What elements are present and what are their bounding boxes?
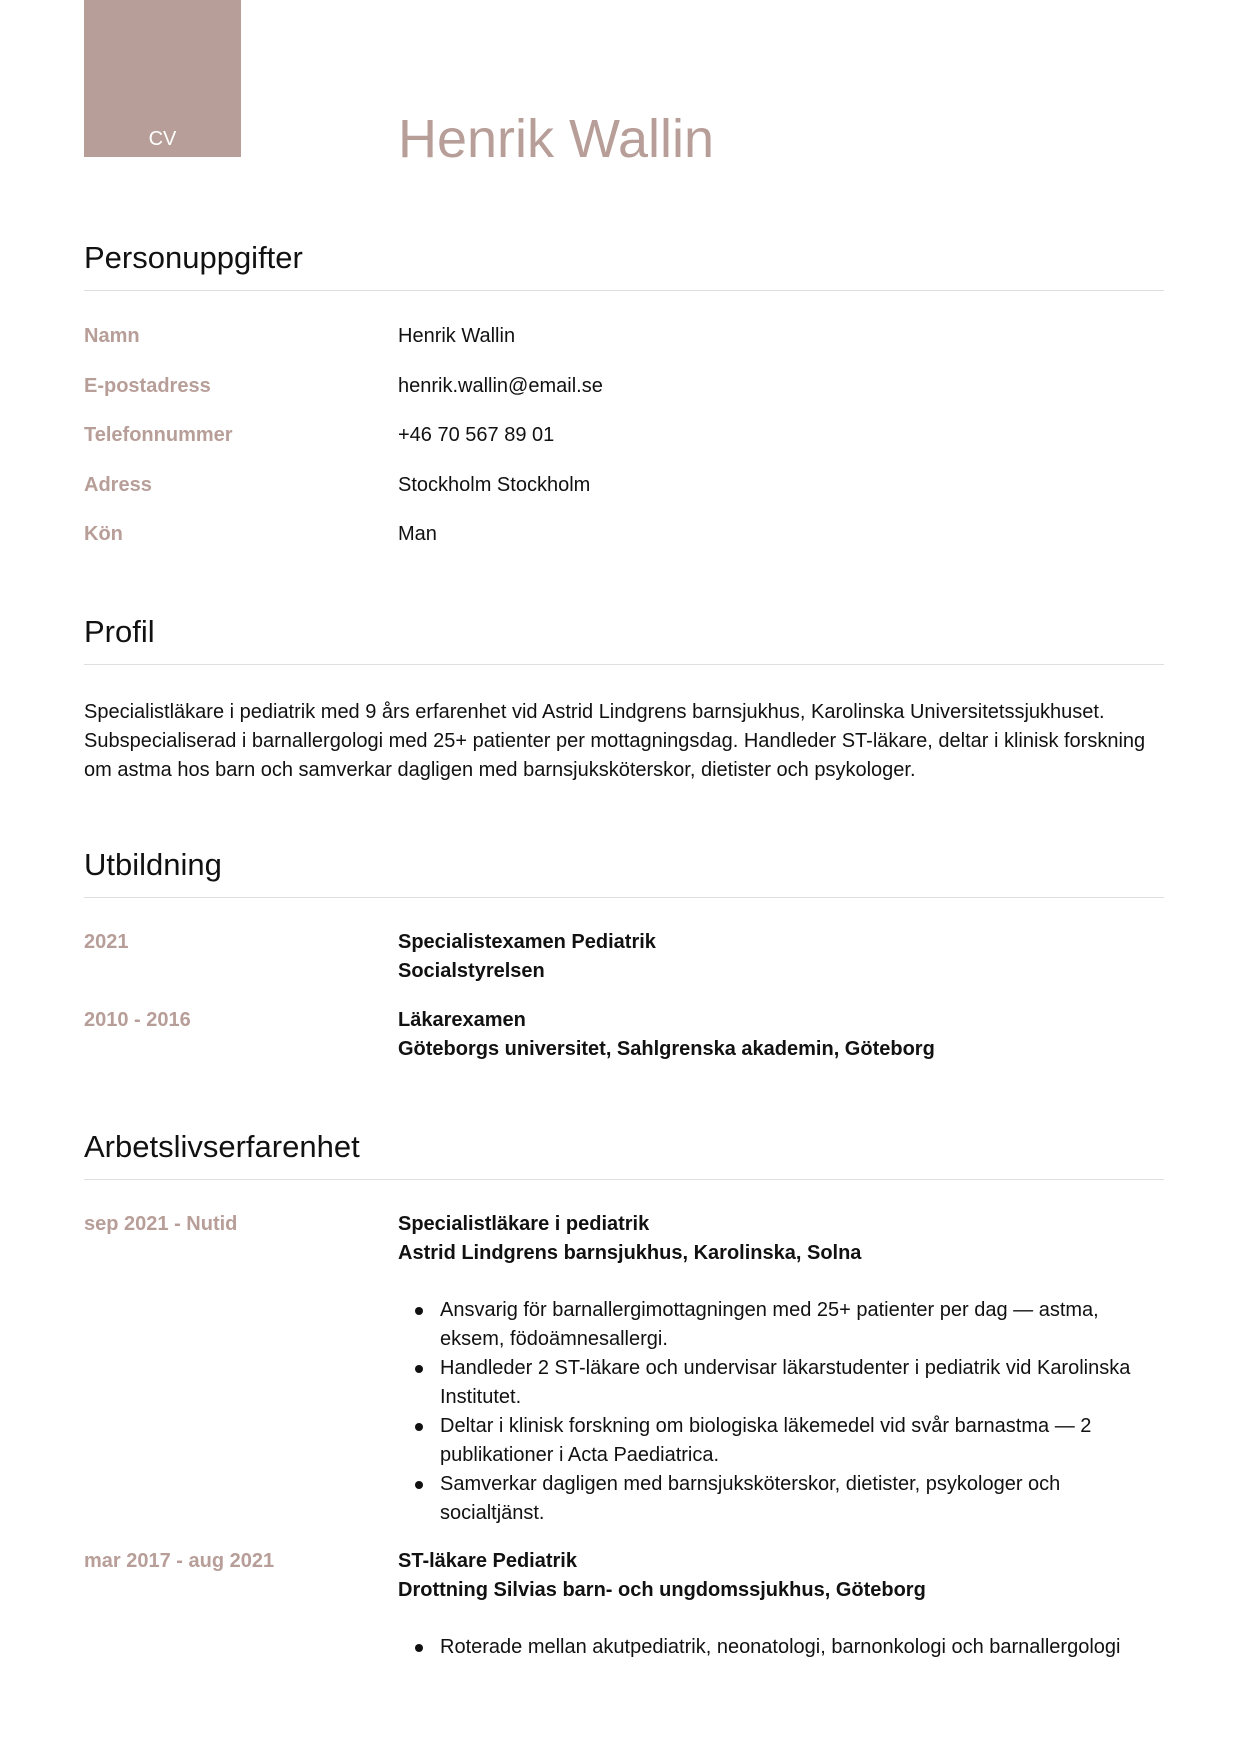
education-institution: Socialstyrelsen (398, 960, 545, 982)
section-title-work: Arbetslivserfarenhet (84, 1129, 360, 1164)
section-divider (84, 1179, 1164, 1180)
education-date: 2021 (84, 931, 129, 953)
section-title-profile: Profil (84, 614, 155, 649)
work-employer: Astrid Lindgrens barnsjukhus, Karolinska, Solna (398, 1242, 862, 1264)
work-bullet-list (398, 1296, 1168, 1528)
section-divider (84, 897, 1164, 898)
section-title-education: Utbildning (84, 847, 222, 882)
label-gender: Kön (84, 523, 123, 545)
list-item: Ansvarig för barnallergimottagningen med 25+ patienter per dag — astma, eksem, födoämnesallergi. (398, 1296, 1168, 1354)
education-degree: Läkarexamen (398, 1009, 526, 1031)
cv-badge-label: CV (148, 128, 177, 150)
education-institution: Göteborgs universitet, Sahlgrenska akademin, Göteborg (398, 1038, 935, 1060)
list-item: Samverkar dagligen med barnsjuksköterskor, dietister, psykologer och socialtjänst. (398, 1470, 1168, 1528)
work-bullet-list (398, 1633, 1198, 1662)
value-phone: +46 70 567 89 01 (398, 424, 555, 446)
list-item: Handleder 2 ST-läkare och undervisar läkarstudenter i pediatrik vid Karolinska Institutet. (398, 1354, 1168, 1412)
education-date: 2010 - 2016 (84, 1009, 191, 1031)
list-item: Roterade mellan akutpediatrik, neonatologi, barnonkologi och barnallergologi (398, 1633, 1198, 1662)
label-email: E-postadress (84, 375, 211, 397)
work-role: ST-läkare Pediatrik (398, 1550, 577, 1572)
section-divider (84, 664, 1164, 665)
label-phone: Telefonnummer (84, 424, 233, 446)
profile-text: Specialistläkare i pediatrik med 9 års erfarenhet vid Astrid Lindgrens barnsjukhus, Karolinska Universitetssjukhuset. Subspecialiserad i barnallergologi med 25+ patienter per mottagningsdag. Handleder ST-läkare, deltar i klinisk forskning om astma hos barn och samverkar dagligen med barnsjuksköterskor, dietister och psykologer. (84, 701, 1146, 781)
work-employer: Drottning Silvias barn- och ungdomssjukhus, Göteborg (398, 1579, 926, 1601)
list-item: Deltar i klinisk forskning om biologiska läkemedel vid svår barnastma — 2 publikationer i Acta Paediatrica. (398, 1412, 1168, 1470)
label-address: Adress (84, 474, 152, 496)
page-title: Henrik Wallin (398, 109, 715, 169)
label-name: Namn (84, 325, 140, 347)
work-role: Specialistläkare i pediatrik (398, 1213, 650, 1235)
value-name: Henrik Wallin (398, 325, 516, 347)
value-email: henrik.wallin@email.se (398, 375, 603, 397)
value-gender: Man (398, 523, 437, 545)
work-date: mar 2017 - aug 2021 (84, 1550, 275, 1572)
value-address: Stockholm Stockholm (398, 474, 591, 496)
cv-badge (84, 0, 241, 157)
education-degree: Specialistexamen Pediatrik (398, 931, 656, 953)
section-title-personal: Personuppgifter (84, 240, 303, 275)
section-divider (84, 290, 1164, 291)
work-date: sep 2021 - Nutid (84, 1213, 238, 1235)
